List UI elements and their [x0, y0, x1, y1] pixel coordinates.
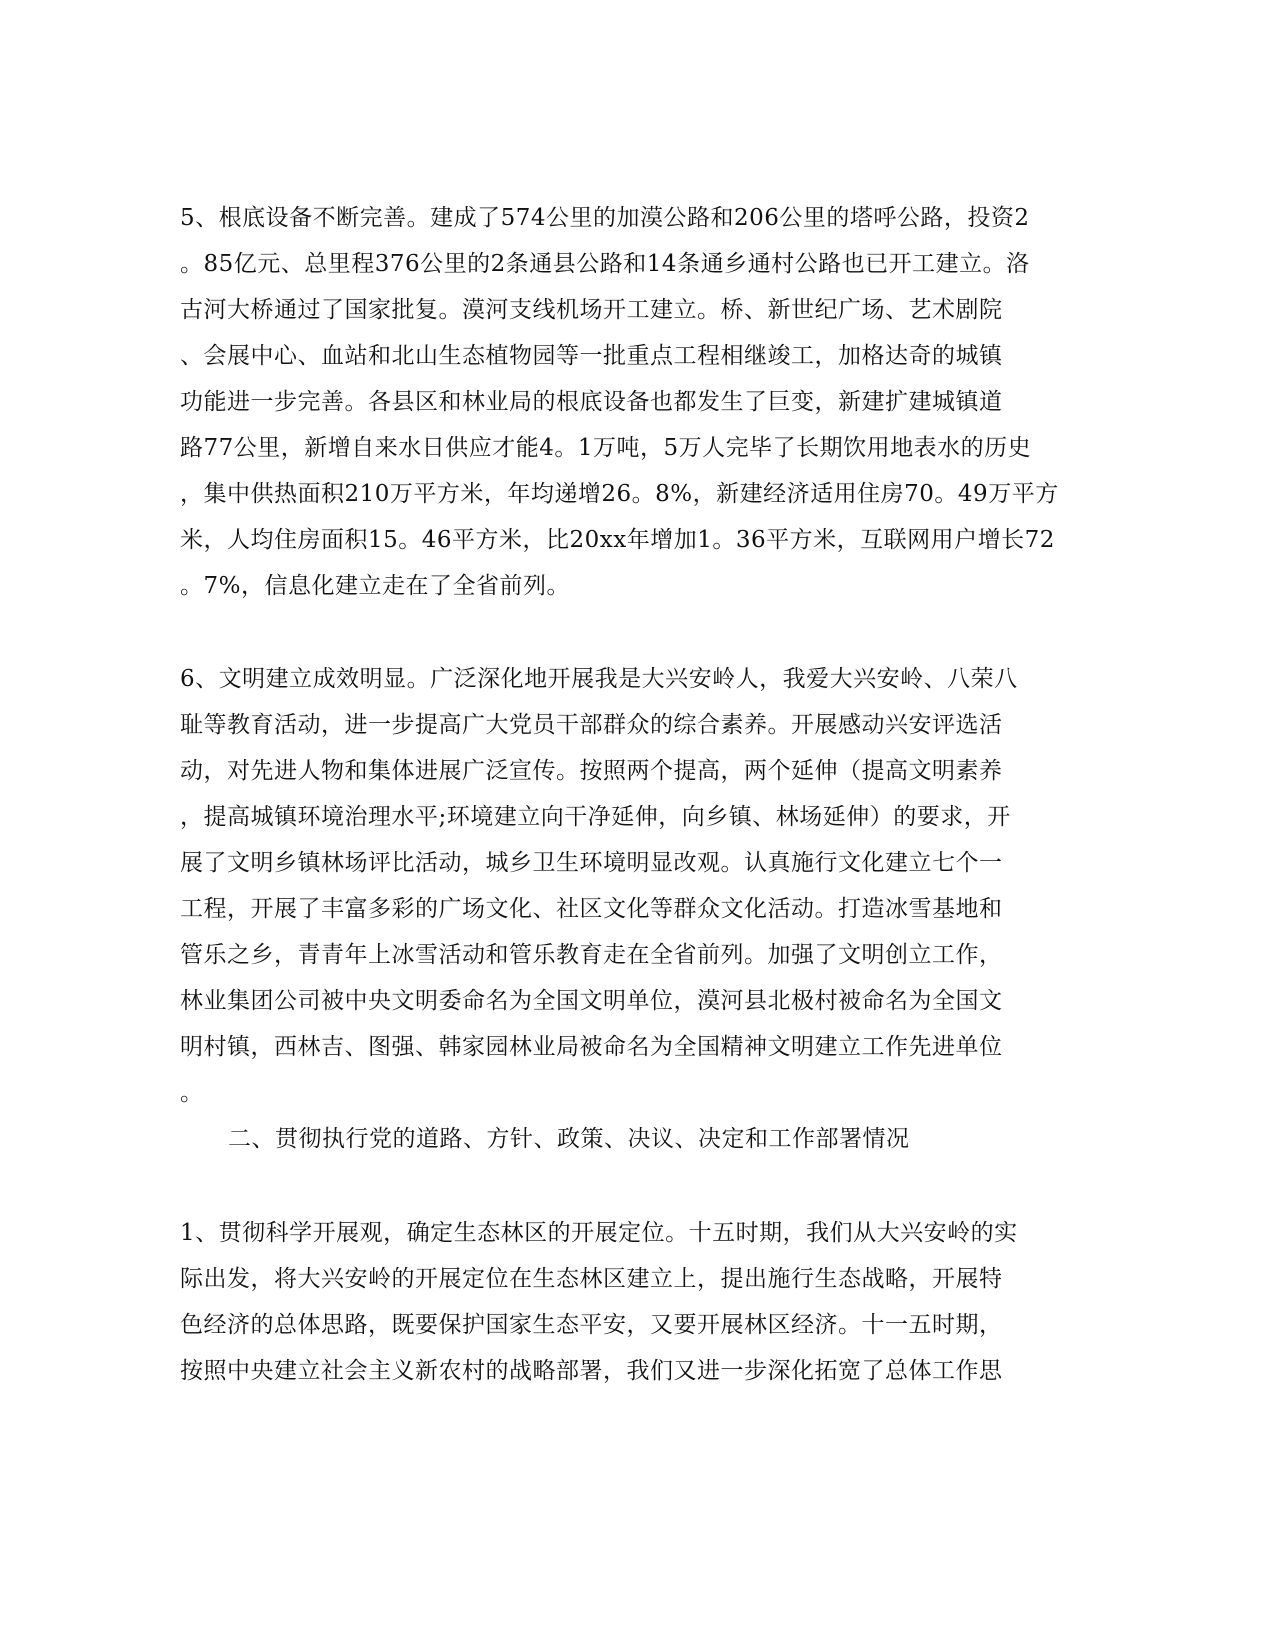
text-line: 工程，开展了丰富多彩的广场文化、社区文化等群众文化活动。打造冰雪基地和: [180, 896, 1003, 922]
text-line: 管乐之乡，青青年上冰雪活动和管乐教育走在全省前列。加强了文明创立工作，: [180, 942, 1003, 968]
text-line: ，提高城镇环境治理水平;环境建立向干净延伸，向乡镇、林场延伸）的要求，开: [180, 804, 1011, 830]
text-line: 际出发，将大兴安岭的开展定位在生态林区建立上，提出施行生态战略，开展特: [180, 1266, 1003, 1292]
text-line: 路77公里，新增自来水日供应才能4。1万吨，5万人完毕了长期饮用地表水的历史: [180, 435, 1032, 461]
text-line: 。85亿元、总里程376公里的2条通县公路和14条通乡通村公路也已开工建立。洛: [180, 251, 1030, 277]
text-line: 1、贯彻科学开展观，确定生态林区的开展定位。十五时期，我们从大兴安岭的实: [180, 1220, 1018, 1246]
text-line: 按照中央建立社会主义新农村的战略部署，我们又进一步深化拓宽了总体工作思: [180, 1358, 1003, 1384]
text-line: 、会展中心、血站和北山生态植物园等一批重点工程相继竣工，加格达奇的城镇: [180, 343, 1003, 369]
section-heading-text: 二、贯彻执行党的道路、方针、政策、决议、决定和工作部署情况: [228, 1126, 910, 1152]
text-line: 动，对先进人物和集体进展广泛宣传。按照两个提高，两个延伸（提高文明素养: [180, 758, 1003, 784]
text-line: 古河大桥通过了国家批复。漠河支线机场开工建立。桥、新世纪广场、艺术剧院: [180, 297, 1003, 323]
text-line: 功能进一步完善。各县区和林业局的根底设备也都发生了巨变，新建扩建城镇道: [180, 389, 1003, 415]
text-line: 明村镇，西林吉、图强、韩家园林业局被命名为全国精神文明建立工作先进单位: [180, 1034, 1003, 1060]
text-line: 米，人均住房面积15。46平方米，比20xx年增加1。36平方米，互联网用户增长72: [180, 527, 1055, 553]
text-line: 6、文明建立成效明显。广泛深化地开展我是大兴安岭人，我爱大兴安岭、八荣八: [180, 666, 1018, 692]
text-line: 展了文明乡镇林场评比活动，城乡卫生环境明显改观。认真施行文化建立七个一: [180, 850, 1003, 876]
text-line: 林业集团公司被中央文明委命名为全国文明单位，漠河县北极村被命名为全国文: [180, 988, 1003, 1014]
text-line: 色经济的总体思路，既要保护国家生态平安，又要开展林区经济。十一五时期，: [180, 1312, 1003, 1338]
text-line: ，集中供热面积210万平方米，年均递增26。8%，新建经济适用住房70。49万平方: [180, 481, 1059, 507]
text-line: 耻等教育活动，进一步提高广大党员干部群众的综合素养。开展感动兴安评选活: [180, 712, 1003, 738]
text-line: 。7%，信息化建立走在了全省前列。: [180, 573, 570, 599]
text-line: 。: [180, 1080, 204, 1106]
text-line: 5、根底设备不断完善。建成了574公里的加漠公路和206公里的塔呼公路，投资2: [180, 205, 1030, 231]
